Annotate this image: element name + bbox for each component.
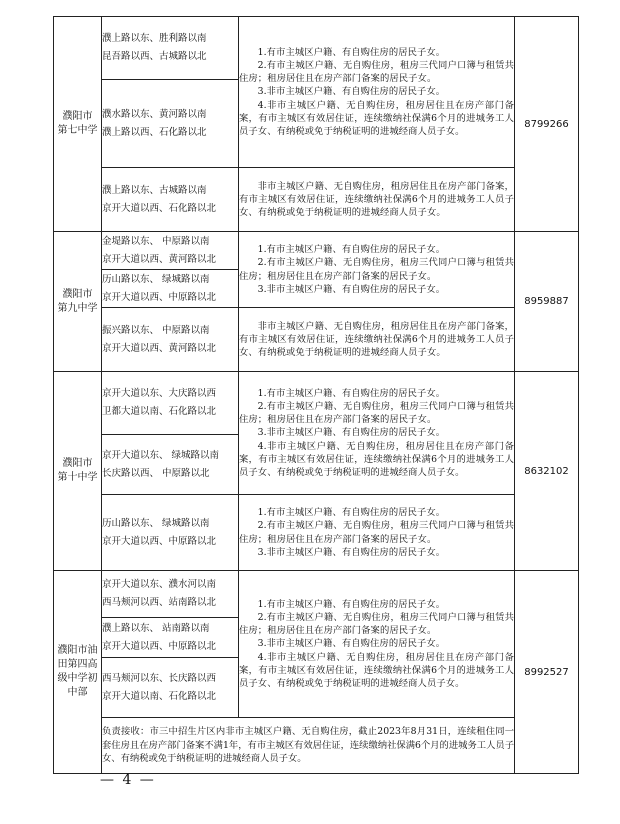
table-row [54,372,579,435]
page-number: — 4 — [100,772,156,788]
eligibility-cell: 1.有市主城区户籍、有自购住房的居民子女。 2.有市主城区户籍、无自购住房，租房三代同户口簿与租赁共住房；租房居住且在房产部门备案的居民子女。 3.非市主城区户籍、有自购住房的居民子女。 4.非市主城区户籍、无自购住房，租房居住且在房产部门备案，有市主城区有效居住证，连续缴纳社保满6个月的进城务工人员子女、有纳税或免于纳税证明的进城经商人员子女。 [239,372,515,495]
district-cell: 京开大道以东、 绿城路以南 长庆路以西、 中原路以北 [102,435,239,495]
district-cell: 濮水路以东、黄河路以南 濮上路以西、石化路以北 [102,80,239,168]
district-cell: 京开大道以东、大庆路以西 卫都大道以南、石化路以北 [102,372,239,435]
district-cell: 振兴路以东、 中原路以南 京开大道以西、黄河路以北 [102,308,239,372]
district-cell: 濮上路以东、古城路以南 京开大道以西、石化路以北 [102,168,239,232]
phone-number: 8632102 [515,372,579,571]
table-row [54,168,579,232]
phone-number: 8959887 [515,232,579,372]
eligibility-cell: 1.有市主城区户籍、有自购住房的居民子女。 2.有市主城区户籍、无自购住房，租房三代同户口簿与租赁共住房；租房居住且在房产部门备案的居民子女。 3.非市主城区户籍、有自购住房的居民子女。 4.非市主城区户籍、无自购住房，租房居住且在房产部门备案，有市主城区有效居住证，连续缴纳社保满6个月的进城务工人员子女、有纳税或免于纳税证明的进城经商人员子女。 [239,571,515,718]
district-cell: 西马颊河以东、长庆路以西 京开大道以南、石化路以北 [102,658,239,718]
table-row [54,308,579,372]
phone-number: 8992527 [515,571,579,774]
note-cell: 负责接收：市三中招生片区内非市主城区户籍、无自购住房，截止2023年8月31日，连续租住同一套住房且在房产部门备案不满1年，有市主城区有效居住证，连续缴纳社保满6个月的进城务工人员子女、有纳税或免于纳税证明的进城经商人员子女。 [102,718,515,774]
enrollment-table [53,16,579,774]
district-cell: 金堤路以东、 中原路以南 京开大道以西、黄河路以北 [102,232,239,270]
district-cell: 历山路以东、 绿城路以南 京开大道以西、中原路以北 [102,495,239,571]
eligibility-cell: 1.有市主城区户籍、有自购住房的居民子女。 2.有市主城区户籍、无自购住房，租房三代同户口簿与租赁共住房；租房居住且在房产部门备案的居民子女。 3.非市主城区户籍、有自购住房的居民子女。 4.非市主城区户籍、无自购住房，租房居住且在房产部门备案，有市主城区有效居住证，连续缴纳社保满6个月的进城务工人员子女、有纳税或免于纳税证明的进城经商人员子女。 [239,17,515,168]
school-name: 濮阳市油 田第四高 级中学初 中部 [54,571,102,774]
table-row [54,571,579,618]
table-row [54,232,579,270]
school-name: 濮阳市 第九中学 [54,232,102,372]
school-name: 濮阳市 第十中学 [54,372,102,571]
district-cell: 濮上路以东、 站南路以南 京开大道以西、中原路以北 [102,618,239,658]
district-cell: 京开大道以东、濮水河以南 西马颊河以西、站南路以北 [102,571,239,618]
table-row [54,495,579,571]
table-row [54,718,579,774]
district-cell: 历山路以东、 绿城路以南 京开大道以西、中原路以北 [102,270,239,308]
eligibility-cell: 非市主城区户籍、无自购住房，租房居住且在房产部门备案，有市主城区有效居住证，连续缴纳社保满6个月的进城务工人员子女、有纳税或免于纳税证明的进城经商人员子女。 [239,168,515,232]
eligibility-cell: 1.有市主城区户籍、有自购住房的居民子女。 2.有市主城区户籍、无自购住房，租房三代同户口簿与租赁共住房；租房居住且在房产部门备案的居民子女。 3.非市主城区户籍、有自购住房的居民子女。 [239,232,515,308]
table-row [54,17,579,80]
eligibility-cell: 1.有市主城区户籍、有自购住房的居民子女。 2.有市主城区户籍、无自购住房，租房三代同户口簿与租赁共住房；租房居住且在房产部门备案的居民子女。 3.非市主城区户籍、有自购住房的居民子女。 [239,495,515,571]
eligibility-cell: 非市主城区户籍、无自购住房，租房居住且在房产部门备案，有市主城区有效居住证，连续缴纳社保满6个月的进城务工人员子女、有纳税或免于纳税证明的进城经商人员子女。 [239,308,515,372]
district-cell: 濮上路以东、胜利路以南 昆吾路以西、古城路以北 [102,17,239,80]
phone-number: 8799266 [515,17,579,232]
school-name: 濮阳市 第七中学 [54,17,102,232]
